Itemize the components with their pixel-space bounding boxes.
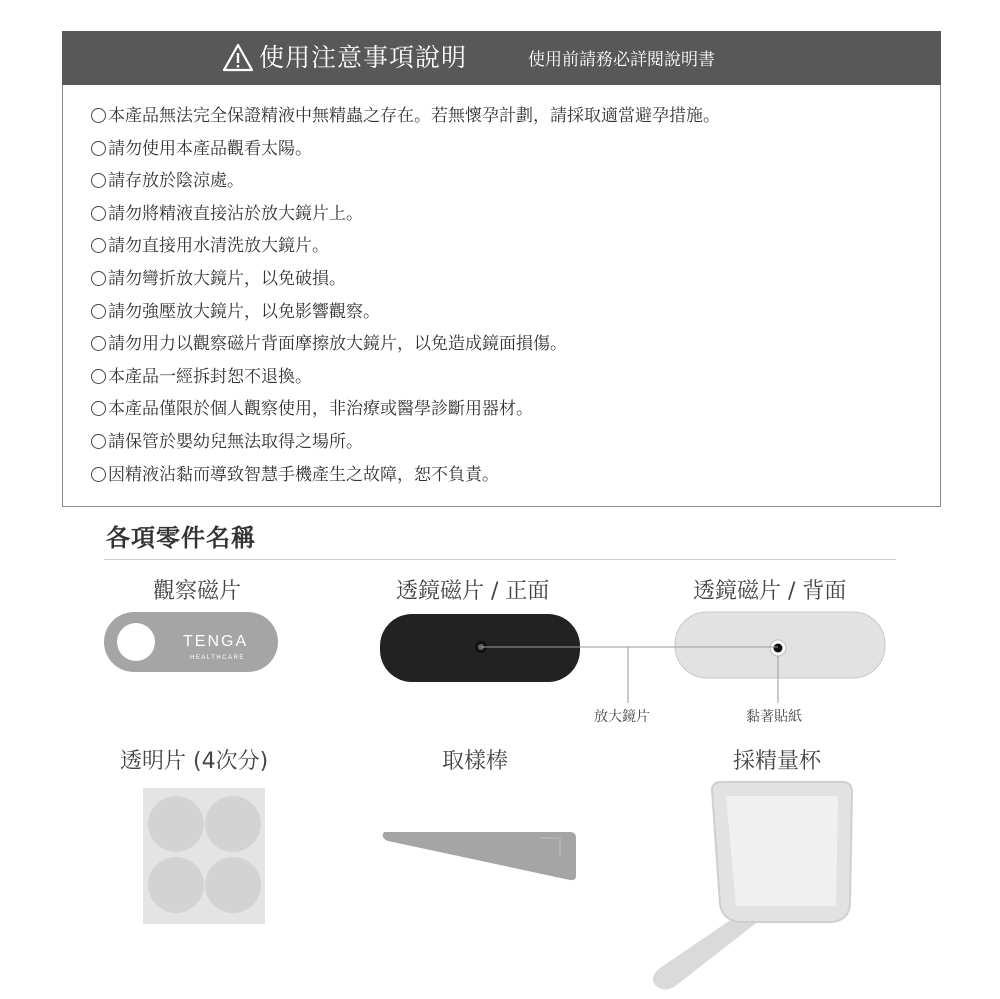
magnifier-label: 放大鏡片 [594,709,650,725]
observation-disc-label: 觀察磁片 [153,579,242,604]
lens-disc-front [380,614,580,682]
sampling-stick [383,832,576,880]
note-item: 請存放於陰涼處。 [91,169,720,202]
healthcare-logo: HEALTHCARE [190,655,245,661]
sampling-stick-label: 取樣棒 [442,749,509,774]
clear-sheet [143,788,265,924]
sticker-label: 黏著貼紙 [746,709,802,725]
note-item: 本產品僅限於個人觀察使用，非治療或醫學診斷用器材。 [91,397,720,430]
observation-disc [104,612,278,672]
note-item: 請勿強壓放大鏡片，以免影響觀察。 [91,300,720,333]
note-item: 請勿直接用水清洗放大鏡片。 [91,234,720,267]
note-item: 請勿使用本產品觀看太陽。 [91,137,720,170]
note-item: 因精液沾黏而導致智慧手機產生之故障，恕不負責。 [91,463,720,496]
note-item: 請勿用力以觀察磁片背面摩擦放大鏡片，以免造成鏡面損傷。 [91,332,720,365]
lens-back-label: 透鏡磁片 / 背面 [693,579,847,604]
note-item: 請勿彎折放大鏡片，以免破損。 [91,267,720,300]
note-item: 本產品一經拆封恕不退換。 [91,365,720,398]
note-item: 本產品無法完全保證精液中無精蟲之存在。若無懷孕計劃，請採取適當避孕措施。 [91,104,720,137]
tenga-logo: TENGA [183,633,249,650]
collection-cup-label: 採精量杯 [733,749,822,774]
warning-subtitle: 使用前請務必詳閱說明書 [528,50,715,70]
lens-front-label: 透鏡磁片 / 正面 [396,579,550,604]
clear-sheet-label: 透明片 (4次分) [120,749,269,774]
warning-title: 使用注意事項說明 [259,43,468,72]
parts-section-title: 各項零件名稱 [106,524,256,552]
note-item: 請保管於嬰幼兒無法取得之場所。 [91,430,720,463]
lens-disc-back [675,612,885,678]
note-item: 請勿將精液直接沾於放大鏡片上。 [91,202,720,235]
collection-cup [653,782,852,990]
